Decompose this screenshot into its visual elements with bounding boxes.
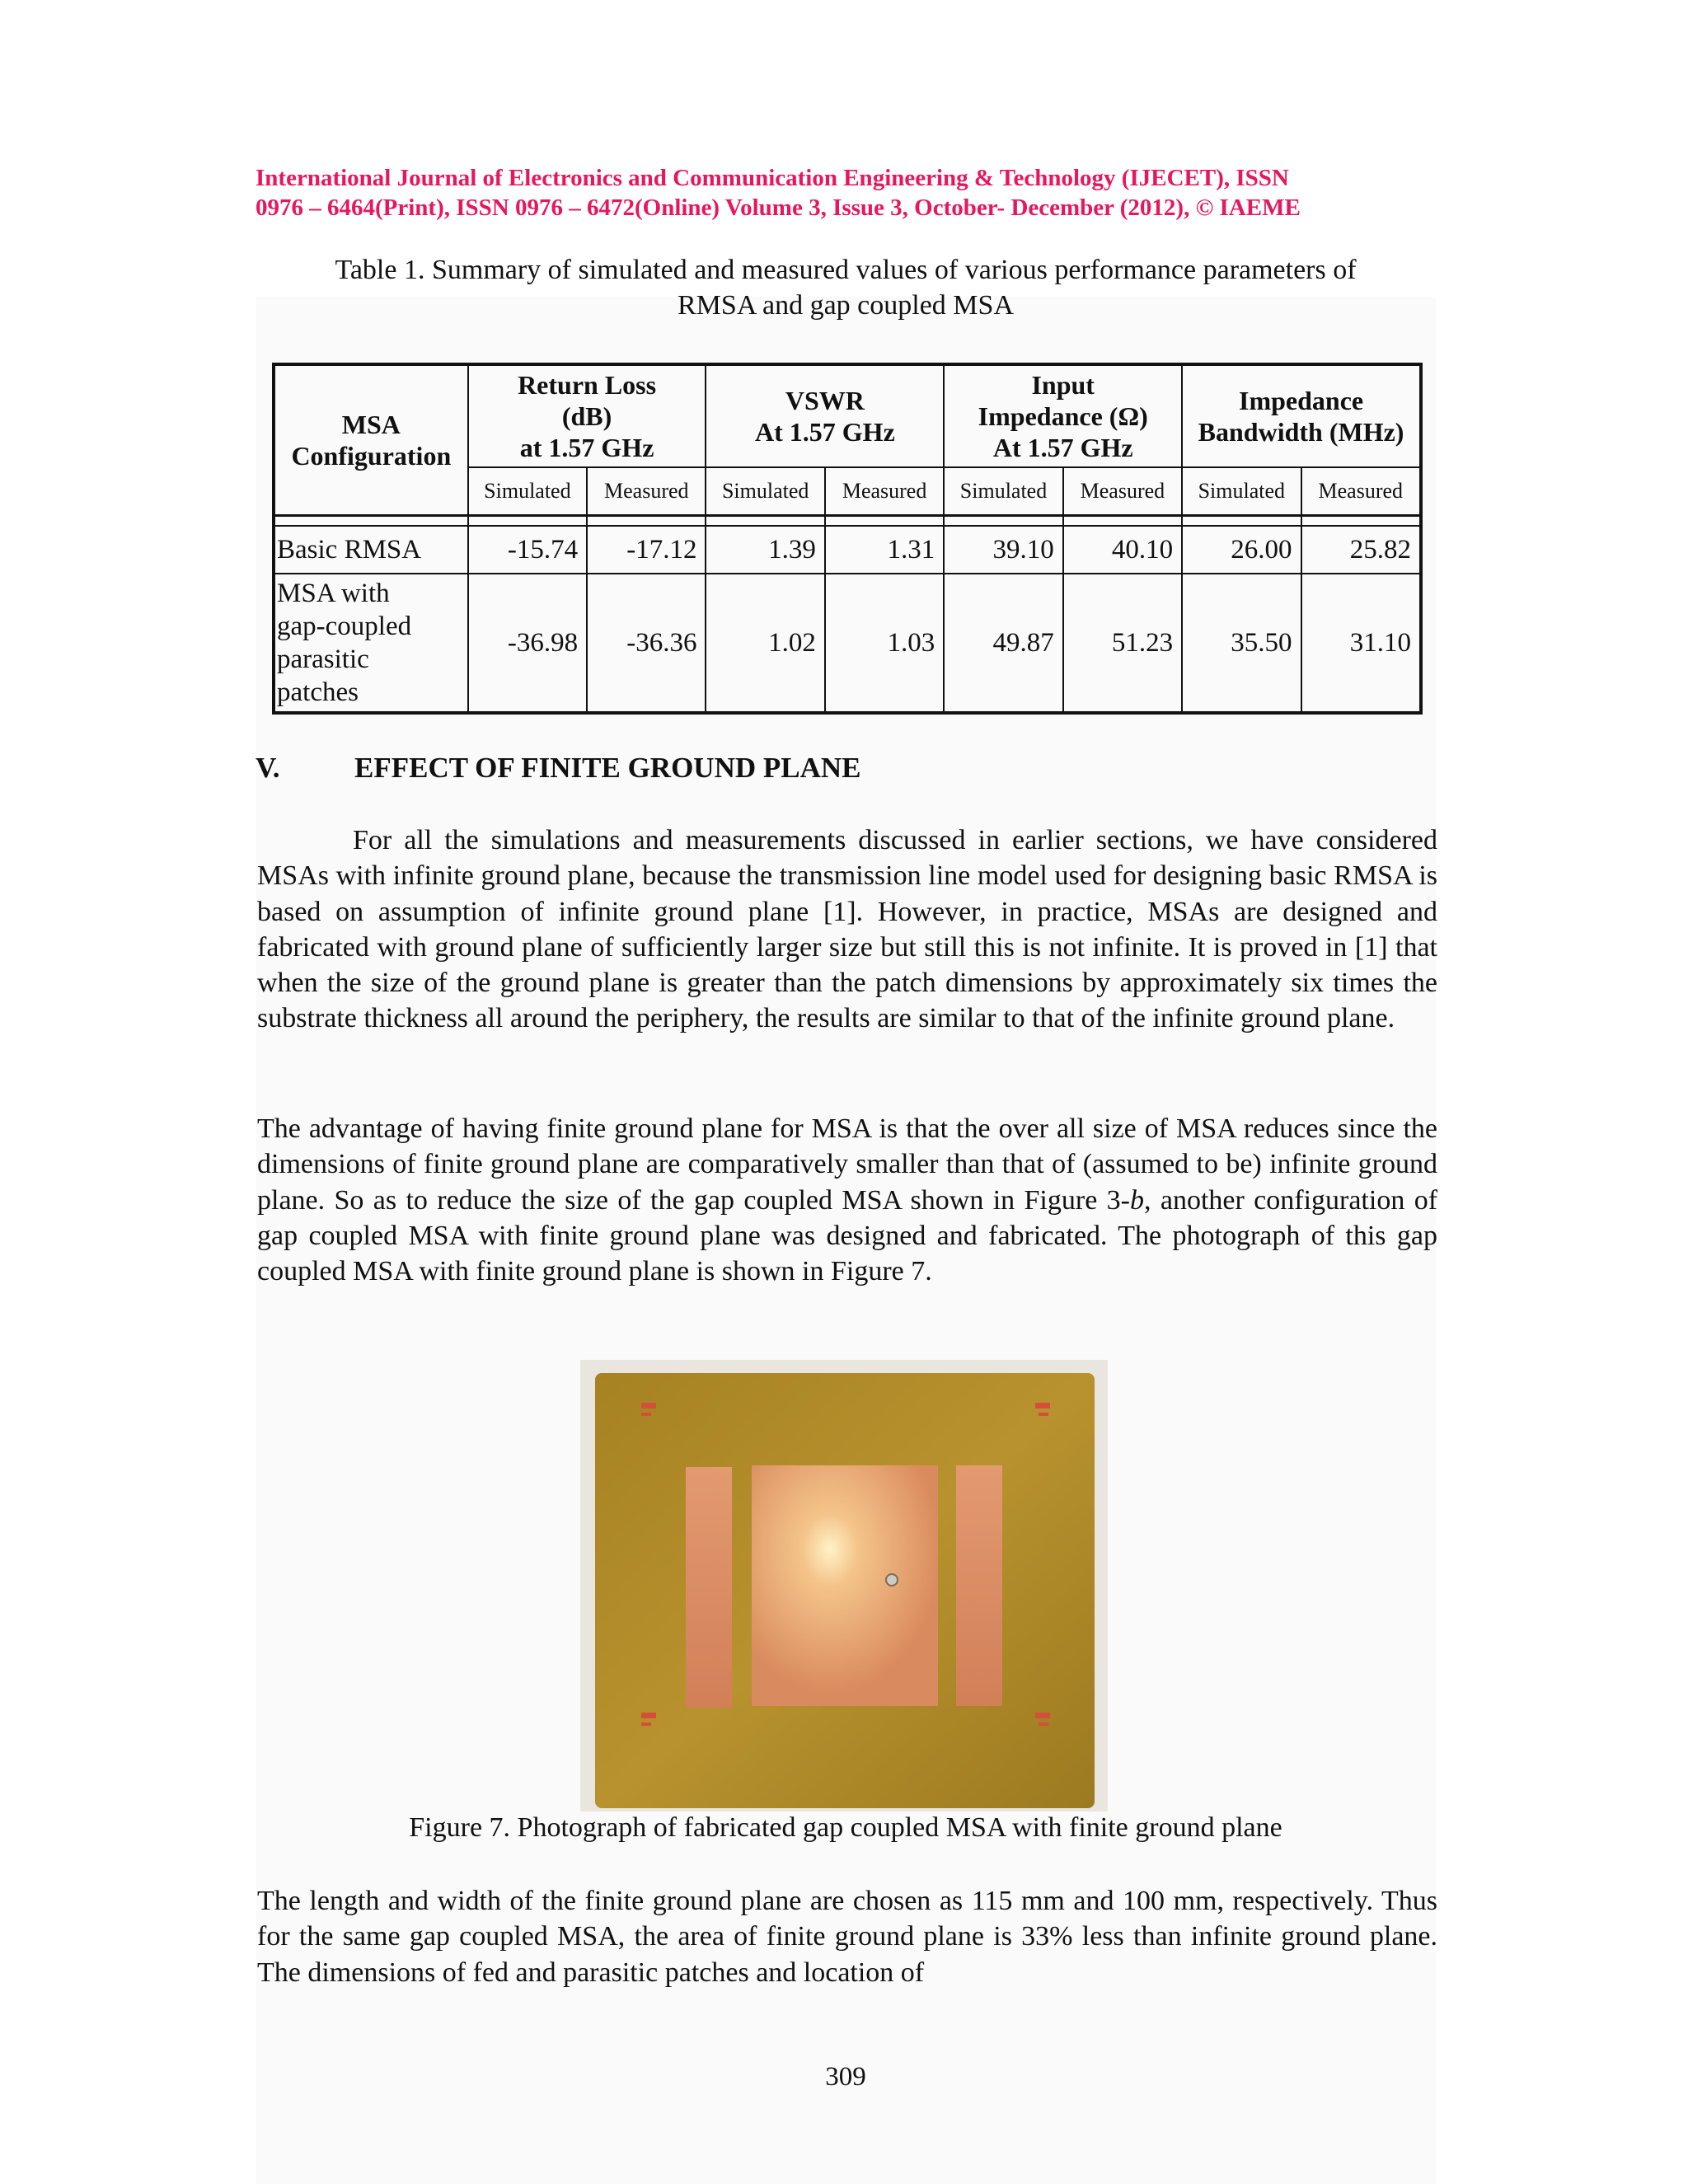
header-line: Bandwidth (MHz) (1198, 417, 1404, 447)
row-label (274, 574, 468, 713)
header-line: At 1.57 GHz (992, 433, 1133, 462)
feed-point (886, 1574, 898, 1586)
paragraph-1: For all the simulations and measurements discussed in earlier sections, we have considered MSAs with infinite ground plane, because the transmission line model used for designing basic RMSA is based on assumption of infinite ground plane [1]. However, in practice, MSAs are designed and fabricated with ground plane of sufficiently larger size but still this is not infinite. It is proved in [1] that when the size of the ground plane is greater than the patch dimensions by approximately six times the substrate thickness all around the periphery, the results are similar to that of the infinite ground plane. (257, 825, 1437, 1034)
subheader-simulated: Simulated (944, 467, 1062, 516)
paragraph-2 (257, 1111, 1437, 1289)
header-input-impedance (944, 364, 1182, 467)
cell-vswr-measured: 1.03 (825, 574, 944, 713)
header-line: Impedance (Ω) (978, 401, 1148, 431)
cell-impedance-measured: 40.10 (1063, 526, 1182, 574)
cell-return-loss-measured: -36.36 (587, 574, 706, 713)
corner-marker (1039, 1413, 1048, 1416)
table-row-basic-rmsa (274, 526, 1421, 574)
cell-bandwidth-simulated: 26.00 (1182, 526, 1301, 574)
table-caption-line-1: Table 1. Summary of simulated and measured values of various performance parameters of (335, 255, 1357, 285)
corner-marker (641, 1722, 651, 1726)
separator-cell (1063, 516, 1182, 527)
section-title: EFFECT OF FINITE GROUND PLANE (354, 752, 861, 784)
table-separator-row (274, 516, 1421, 527)
cell-return-loss-simulated: -36.98 (468, 574, 587, 713)
subheader-measured: Measured (825, 467, 944, 516)
cell-impedance-measured: 51.23 (1063, 574, 1182, 713)
corner-marker (641, 1413, 651, 1416)
cell-vswr-measured: 1.31 (825, 526, 944, 574)
cell-bandwidth-measured: 25.82 (1301, 526, 1421, 574)
header-vswr (706, 364, 944, 467)
header-impedance-bandwidth (1182, 364, 1421, 467)
header-msa-line: MSA (341, 410, 401, 439)
journal-header-line-2: 0976 – 6464(Print), ISSN 0976 – 6472(Online) Volume 3, Issue 3, October- December (2012), © IAEME (256, 194, 1301, 221)
separator-cell (1182, 516, 1301, 527)
header-line: At 1.57 GHz (755, 417, 895, 447)
header-return-loss (468, 364, 706, 467)
header-line: at 1.57 GHz (519, 433, 654, 462)
cell-return-loss-measured: -17.12 (587, 526, 706, 574)
separator-cell (1301, 516, 1421, 527)
corner-marker (1035, 1713, 1050, 1718)
cell-return-loss-simulated: -15.74 (468, 526, 587, 574)
cell-vswr-simulated: 1.39 (706, 526, 824, 574)
journal-header (256, 163, 1451, 223)
summary-table (272, 363, 1423, 715)
table-row-gap-coupled (274, 574, 1421, 713)
table-header-row (274, 364, 1421, 467)
header-msa-configuration (274, 364, 468, 516)
separator-cell (944, 516, 1062, 527)
header-configuration-line: Configuration (291, 441, 452, 471)
corner-marker (1035, 1403, 1050, 1408)
separator-cell (274, 516, 468, 527)
separator-cell (468, 516, 587, 527)
figure-caption: Figure 7. Photograph of fabricated gap coupled MSA with finite ground plane (409, 1812, 1282, 1843)
table-caption (256, 252, 1436, 323)
subheader-simulated: Simulated (1182, 467, 1301, 516)
subheader-measured: Measured (587, 467, 706, 516)
cell-bandwidth-simulated: 35.50 (1182, 574, 1301, 713)
corner-marker (641, 1403, 656, 1408)
paragraph-2-italic: b (1129, 1184, 1144, 1216)
separator-cell (587, 516, 706, 527)
subheader-measured: Measured (1301, 467, 1421, 516)
header-line: Input (1031, 370, 1095, 400)
row-label-line: Basic RMSA (277, 535, 422, 565)
header-line: Return Loss (518, 370, 657, 400)
header-line: (dB) (561, 401, 612, 431)
subheader-simulated: Simulated (706, 467, 824, 516)
left-parasitic-patch (686, 1467, 732, 1708)
cell-impedance-simulated: 49.87 (944, 574, 1062, 713)
section-number: V. (256, 752, 280, 784)
paragraph-2-text-a: The advantage of having finite ground plane for MSA is that the over all size of MSA reduces since the dimensions of finite ground plane are comparatively smaller than that of (assumed to be) infinite ground plane. So as to reduce the size of the gap coupled MSA shown in Figure 3- (257, 1113, 1437, 1216)
fed-patch (752, 1465, 938, 1706)
corner-marker (1039, 1722, 1048, 1726)
paragraph-3: The length and width of the finite ground plane are chosen as 115 mm and 100 mm, respectively. Thus for the same gap coupled MSA, the area of finite ground plane is 33% less than infinite ground plane. The dimensions of fed and parasitic patches and location of (257, 1886, 1437, 1988)
row-label-line: gap-coupled (277, 612, 412, 641)
antenna-photograph (580, 1360, 1108, 1811)
header-line: VSWR (785, 386, 865, 415)
table-caption-line-2: RMSA and gap coupled MSA (678, 290, 1014, 321)
cell-impedance-simulated: 39.10 (944, 526, 1062, 574)
cell-bandwidth-measured: 31.10 (1301, 574, 1421, 713)
subheader-simulated: Simulated (468, 467, 587, 516)
journal-header-line-1: International Journal of Electronics and Communication Engineering & Technology (IJECET), ISSN (256, 165, 1289, 191)
separator-cell (706, 516, 824, 527)
cell-vswr-simulated: 1.02 (706, 574, 824, 713)
right-parasitic-patch (956, 1465, 1002, 1706)
paragraph-2-text-b: , another configuration of gap coupled MSA with finite ground plane was designed and fabricated. The photograph of this gap coupled MSA with finite ground plane is shown in Figure 7. (257, 1184, 1438, 1287)
row-label-line: patches (277, 677, 359, 707)
row-label-line: parasitic (277, 644, 369, 674)
separator-cell (825, 516, 944, 527)
row-label-line: MSA with (277, 579, 390, 608)
header-line: Impedance (1239, 386, 1364, 415)
row-label (274, 526, 468, 574)
section-heading (256, 752, 861, 785)
corner-marker (641, 1713, 656, 1718)
page-number: 309 (825, 2062, 866, 2092)
subheader-measured: Measured (1063, 467, 1182, 516)
